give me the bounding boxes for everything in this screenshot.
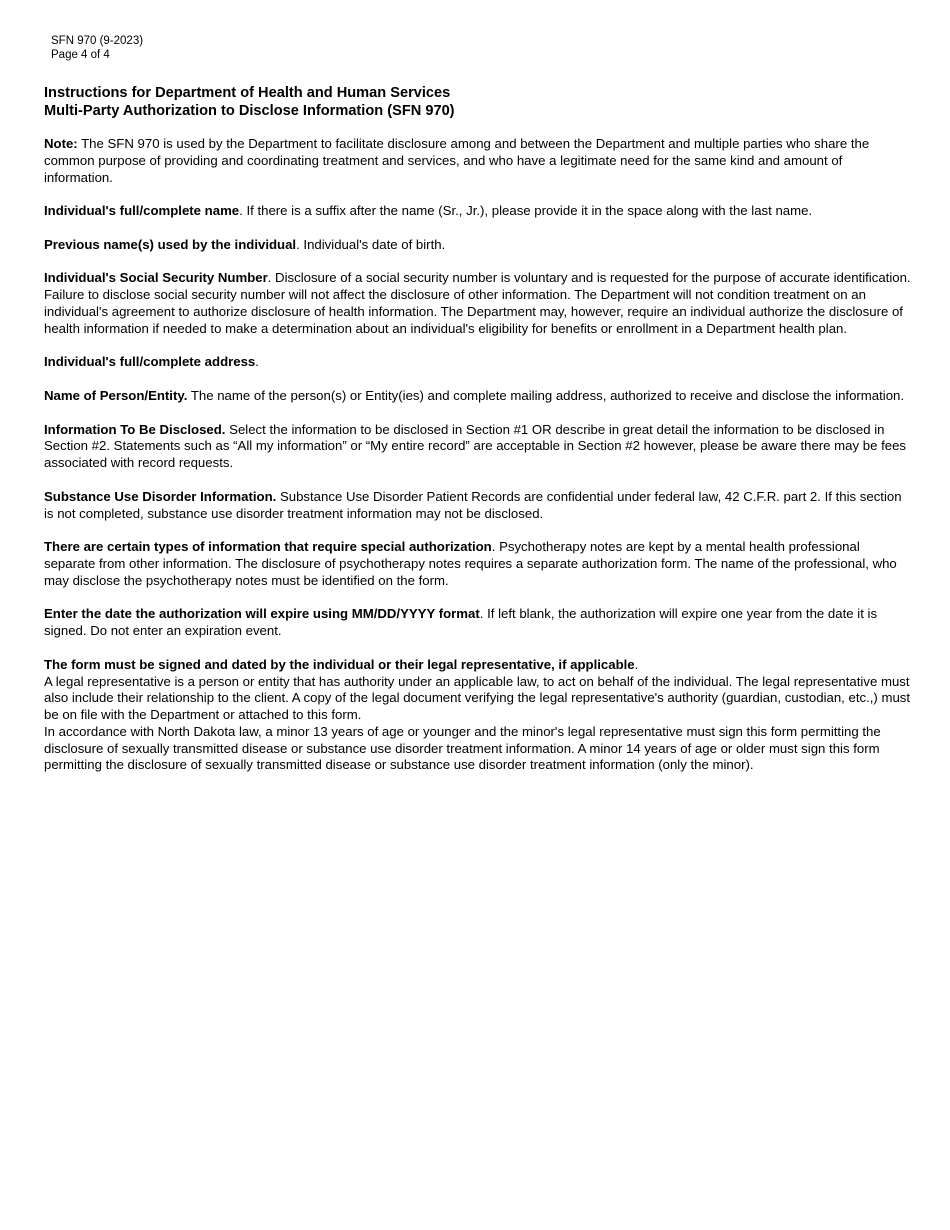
- page-title: [44, 84, 914, 120]
- ssn-paragraph: [44, 270, 914, 337]
- title-line-2: Multi-Party Authorization to Disclose Information (SFN 970): [44, 103, 455, 119]
- legal-representative-paragraph: A legal representative is a person or entity that has authority under an applicable law, to act on behalf of the individual. The legal representative must also include their relationship to the client. A copy of the legal document verifying the legal representative's authority (guardian, custodian, etc.,) must be on file with the Department or attached to this form.: [44, 673, 911, 723]
- person-entity-text: The name of the person(s) or Entity(ies) and complete mailing address, authorized to receive and disclose the information.: [187, 387, 905, 403]
- ssn-text: . Disclosure of a social security number is voluntary and is requested for the purpose of accurate identification. Failure to disclose social security number will not affect the disclosure of other information. The Department will not condition treatment on an individual's agreement to authorize disclosure of health information. The Department may, however, require an individual authorize the disclosure of health information if needed to make a determination about an individual's eligibility for benefits or enrollment in a Department health plan.: [44, 270, 911, 336]
- ssn-label: Individual's Social Security Number: [44, 270, 268, 286]
- full-name-text: . If there is a suffix after the name (Sr., Jr.), please provide it in the space along with the last name.: [239, 203, 813, 219]
- previous-names-text: . Individual's date of birth.: [296, 236, 446, 252]
- minor-consent-paragraph: In accordance with North Dakota law, a minor 13 years of age or younger and the minor's legal representative must sign this form permitting the disclosure of sexually transmitted disease or substance use disorder treatment information. A minor 14 years of age or older must sign this form permitting the disclosure of sexually transmitted disease or substance use disorder treatment information (only the minor).: [44, 723, 881, 773]
- address-label: Individual's full/complete address: [44, 354, 256, 370]
- previous-names-label: Previous name(s) used by the individual: [44, 236, 297, 252]
- person-entity-label: Name of Person/Entity.: [44, 387, 188, 403]
- expiration-text: . If left blank, the authorization will expire one year from the date it is signed. Do not enter an expiration event.: [44, 606, 878, 639]
- title-line-1: Instructions for Department of Health and Human Services: [44, 85, 451, 101]
- form-number: SFN 970 (9-2023): [51, 35, 144, 47]
- substance-use-label: Substance Use Disorder Information.: [44, 488, 277, 504]
- special-authorization-label: There are certain types of information that require special authorization: [44, 539, 492, 555]
- signature-label: The form must be signed and dated by the individual or their legal representative, if applicable: [44, 656, 635, 672]
- form-header: [51, 35, 143, 62]
- signature-paragraph: [44, 657, 914, 674]
- address-paragraph: [44, 354, 914, 371]
- page-number: Page 4 of 4: [51, 48, 110, 61]
- note-text: The SFN 970 is used by the Department to facilitate disclosure among and between the Department and multiple parties who share the common purpose of providing and coordinating treatment and services, and who have a legitimate need for the same kind and amount of information.: [44, 136, 870, 185]
- full-name-paragraph: [44, 203, 914, 220]
- substance-use-text: Substance Use Disorder Patient Records are confidential under federal law, 42 C.F.R. part 2. If this section is not completed, substance use disorder treatment information may not be disclosed.: [44, 488, 902, 521]
- expiration-paragraph: [44, 606, 914, 640]
- person-entity-paragraph: [44, 388, 914, 405]
- info-disclosed-label: Information To Be Disclosed.: [44, 421, 226, 437]
- full-name-label: Individual's full/complete name: [44, 203, 240, 219]
- instructions-body: [44, 84, 914, 774]
- info-disclosed-text: Select the information to be disclosed in Section #1 OR describe in great detail the information to be disclosed in Section #2. Statements such as “All my information” or “My entire record” are acceptable in Section #2 however, please be aware there may be fees associated with record requests.: [44, 421, 907, 471]
- expiration-label: Enter the date the authorization will expire using MM/DD/YYYY format: [44, 606, 480, 622]
- substance-use-paragraph: [44, 489, 914, 523]
- address-text: .: [255, 354, 259, 370]
- info-disclosed-paragraph: [44, 422, 914, 472]
- note-label: Note:: [44, 136, 78, 151]
- special-authorization-paragraph: [44, 539, 914, 589]
- note-paragraph: [44, 136, 914, 186]
- previous-names-paragraph: [44, 237, 914, 254]
- special-authorization-text: . Psychotherapy notes are kept by a mental health professional separate from other information. The disclosure of psychotherapy notes requires a separate authorization form. The name of the professional, who may disclose the psychotherapy notes must be identified on the form.: [44, 539, 897, 588]
- signature-text: .: [634, 656, 639, 672]
